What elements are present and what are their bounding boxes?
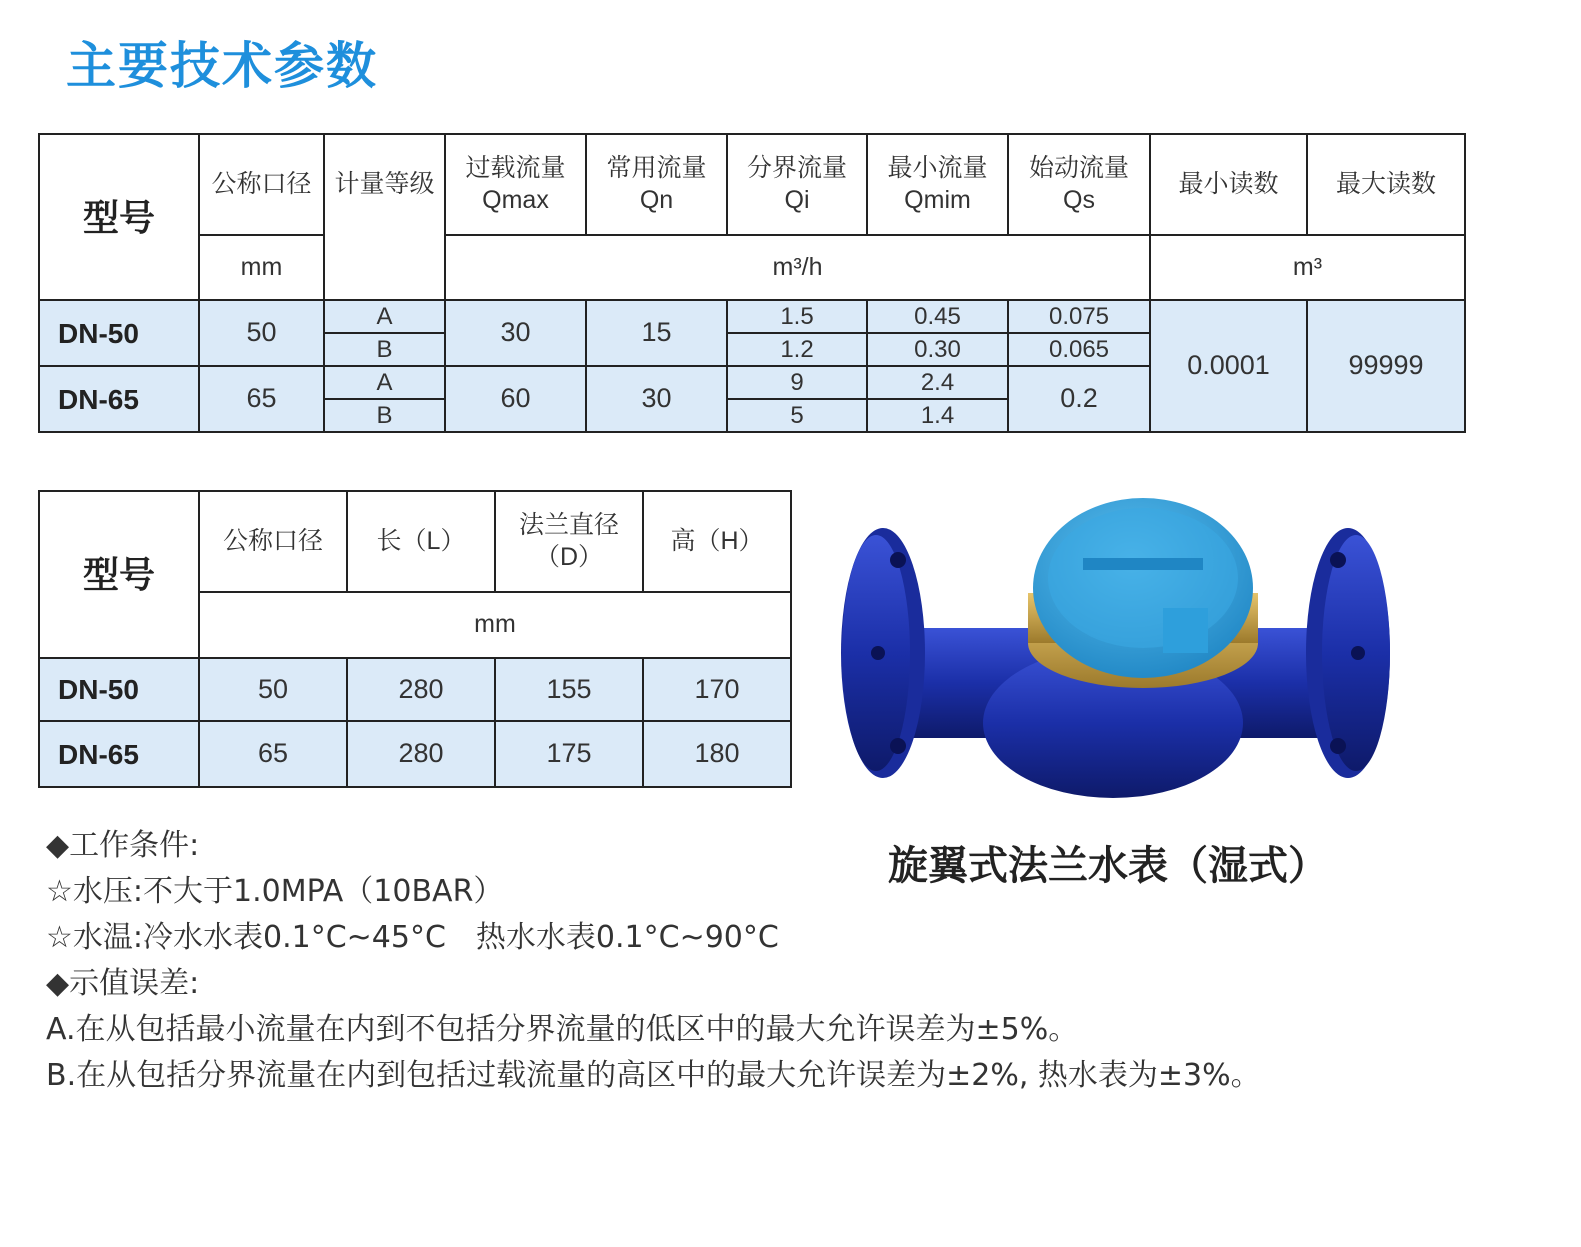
model-header: 型号: [39, 491, 199, 658]
cell-class: B: [324, 399, 445, 432]
cell-class: A: [324, 366, 445, 399]
cell-class: B: [324, 333, 445, 366]
cell-height: 180: [643, 721, 791, 787]
cell-qs: 0.075: [1008, 300, 1150, 333]
notes: [46, 823, 1446, 1099]
header-min-flow: 最小流量 Qmim: [867, 134, 1008, 235]
note-line: ☆水压:不大于1.0MPA（10BAR）: [46, 874, 504, 909]
dimension-table: [38, 490, 792, 788]
cell-qmin: 1.4: [867, 399, 1008, 432]
cell-qi: 5: [727, 399, 867, 432]
unit-diameter: mm: [199, 235, 324, 300]
unit-flow: m³/h: [445, 235, 1150, 300]
header-transition-flow: 分界流量 Qi: [727, 134, 867, 235]
cell-class: A: [324, 300, 445, 333]
cell-qmax: 30: [445, 300, 586, 366]
unit-reading: m³: [1150, 235, 1465, 300]
header-start-flow: 始动流量 Qs: [1008, 134, 1150, 235]
cell-qmin: 0.45: [867, 300, 1008, 333]
cell-qs: 0.065: [1008, 333, 1150, 366]
cell-diameter: 65: [199, 366, 324, 432]
cell-qi: 1.5: [727, 300, 867, 333]
header-height: 高（H）: [643, 491, 791, 592]
cell-diameter: 50: [199, 658, 347, 721]
page-title: 主要技术参数: [66, 37, 378, 95]
header-nominal-diameter: 公称口径: [199, 491, 347, 592]
product-caption: 旋翼式法兰水表（湿式）: [888, 843, 1328, 889]
cell-qi: 1.2: [727, 333, 867, 366]
cell-diameter: 50: [199, 300, 324, 366]
header-max-reading: 最大读数: [1307, 134, 1465, 235]
note-line: ◆示值误差:: [46, 966, 200, 1001]
header-length: 长（L）: [347, 491, 495, 592]
header-flange-diameter: 法兰直径 （D）: [495, 491, 643, 592]
header-metering-class: 计量等级: [324, 134, 445, 300]
table-row-model: DN-50: [39, 658, 199, 721]
unit-mm: mm: [199, 592, 791, 658]
cell-qmax: 60: [445, 366, 586, 432]
note-line: ◆工作条件:: [46, 828, 200, 863]
cell-qmin: 2.4: [867, 366, 1008, 399]
note-line: B.在从包括分界流量在内到包括过载流量的高区中的最大允许误差为±2%, 热水表为±3%。: [46, 1058, 1261, 1093]
note-line: ☆水温:冷水水表0.1°C~45°C 热水水表0.1°C~90°C: [46, 920, 779, 955]
cell-flange: 175: [495, 721, 643, 787]
cell-max-reading: 99999: [1307, 300, 1465, 432]
cell-qs: 0.2: [1008, 366, 1150, 432]
header-common-flow: 常用流量 Qn: [586, 134, 727, 235]
cell-qi: 9: [727, 366, 867, 399]
cell-min-reading: 0.0001: [1150, 300, 1307, 432]
model-header: 型号: [39, 134, 199, 300]
cell-flange: 155: [495, 658, 643, 721]
cell-length: 280: [347, 721, 495, 787]
table-row-model: DN-65: [39, 721, 199, 787]
water-meter-image: [828, 488, 1408, 818]
cell-height: 170: [643, 658, 791, 721]
table-row-model: DN-65: [39, 366, 199, 432]
spec-table: [38, 133, 1466, 433]
note-line: A.在从包括最小流量在内到不包括分界流量的低区中的最大允许误差为±5%。: [46, 1012, 1079, 1047]
header-nominal-diameter: 公称口径: [199, 134, 324, 235]
cell-length: 280: [347, 658, 495, 721]
header-overload-flow: 过载流量 Qmax: [445, 134, 586, 235]
table-row-model: DN-50: [39, 300, 199, 366]
cell-qmin: 0.30: [867, 333, 1008, 366]
cell-qn: 30: [586, 366, 727, 432]
cell-diameter: 65: [199, 721, 347, 787]
header-min-reading: 最小读数: [1150, 134, 1307, 235]
cell-qn: 15: [586, 300, 727, 366]
